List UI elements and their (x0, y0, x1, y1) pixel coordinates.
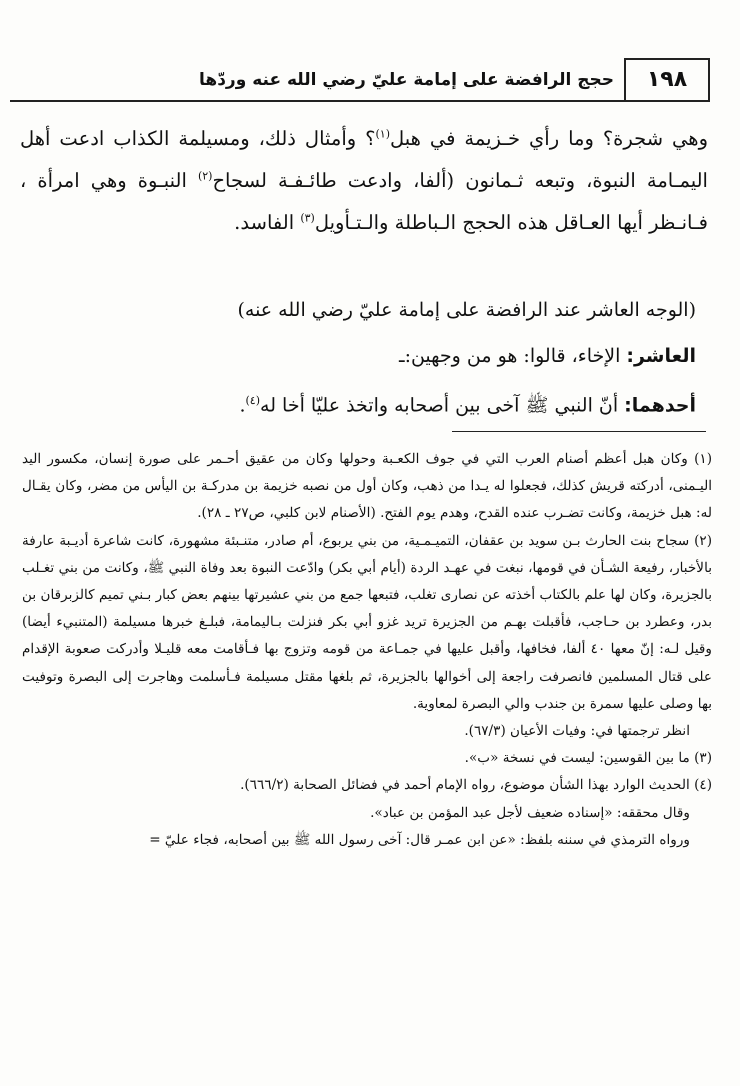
footnote-1: (١) وكان هبل أعظم أصنام العرب التي في جوف الكعـبة وحولها وكان من عقيق أحـمر على صورة إنسان، مكسور اليد اليـمنى، أدركته قريش كذلك، فجعلوا له يـدا من ذهب، وكان أول من نصبه خزيمة بن مدركـة بن اليأس من مضر، وكان يقـال له: هبل خزيمة، وكانت تضـرب عنده القدح، وهدم يوم الفتح. (الأصنام لابن كلبي، ص٢٧ ـ ٢٨). (22, 451, 712, 522)
footnote-4-continuation: ورواه الترمذي في سننه بلفظ: «عن ابن عمـر قال: آخى رسول الله ﷺ بين أصحابه، فجاء عليّ = (149, 831, 690, 848)
main-text (20, 118, 708, 244)
footnote-ref[interactable]: (٢) (197, 169, 213, 183)
first-label: أحدهما: (624, 394, 696, 417)
footnote-4: (٤) الحديث الوارد بهذا الشأن موضوع، رواه الإمام أحمد في فضائل الصحابة (٦٦٦/٢). (240, 777, 712, 794)
footnote-ref[interactable]: (٤) (245, 394, 261, 407)
footnote-ref[interactable]: (١) (375, 127, 390, 141)
section-heading: (الوجه العاشر عند الرافضة على إمامة عليّ رضي الله عنه) (237, 299, 696, 321)
tenth-label: العاشر: (626, 345, 696, 367)
running-title: حجج الرافضة على إمامة عليّ رضي الله عنه وردّها (199, 70, 614, 90)
footnote-2-reference: انظر ترجمتها في: وفيات الأعيان (٦٧/٣). (464, 723, 690, 740)
footnote-3: (٣) ما بين القوسين: ليست في نسخة «ب». (464, 750, 712, 767)
paragraph: وهي شجرة؟ وما رأي خـزيمة في هبل$^{(١)}$؟ وأمثال ذلك، ومسيلمة الكذاب ادعت أهل اليمـامة النبوة، وتبعه ثـمانون (ألفا، وادعت طائـفـة لسجاح$^{(٢)}$ النبـوة وهي امرأة ، فـانـظر أيها العـاقل هذه الحجج الـباطلة والـتـأويل$^{(٣)}$ الفاسد. (20, 127, 708, 234)
footnote-2: (٢) سجاح بنت الحارث بـن سويد بن عقفان، التميـمـية، من بني يربوع، أم صادر، متنـبئة مشهورة، كانت شاعرة أديـبة عارفة بالأخبار، رفيعة الشـأن في قومها، نبغت في عهـد الردة (أيام أبي بكر) وادّعت النبوة بعد وفاة النبي ﷺ، وكانت من بني تغـلب بالجزيرة، وكان لها علم بالكتاب أخذته عن نصارى تغلب، فتبعها جمع من بني عشيرتها بينهم بعض كبار بـني تميم كالزبرقان بن بدر، وعطرد بن حـاجب، فأقبلت بهـم من الجزيرة تريد غزو أبي بكر فنزلت بـاليمامة، فبلـغ خبرها مسيلمة (المتنبيء أيضا) وقيل لـه: إنّ معها ٤٠ ألفا، فخافها، وأقبل عليها في جمـاعة من قومه وتزوج بها فـأقامت معه قليـلا وأدركت صعوبة الإقدام على قتال المسلمين فانصرفت راجعة إلى أخوالها بالجزيرة، ثم بلغها مقتل مسيلمة فـأسلمت وهاجرت إلى البصرة وتوفيت بها وصلى عليها سمرة بن جندب والي البصرة لمعاوية. (22, 532, 712, 712)
footnote-divider (452, 431, 706, 432)
header-rule (10, 100, 710, 102)
footnotes (22, 446, 712, 854)
footnote-4-note: وقال محققه: «إسناده ضعيف لأجل عبد المؤمن بن عباد». (370, 804, 690, 821)
page-header (10, 58, 710, 102)
page-number: ١٩٨ (624, 58, 710, 102)
footnote-ref[interactable]: (٣) (300, 211, 315, 225)
tenth-line: العاشر: الإخاء، قالوا: هو من وجهين:ـ (399, 345, 696, 367)
first-line: أحدهما: أنّ النبي ﷺ آخى بين أصحابه واتخذ عليّا أخا له$^{(٤)}$. (239, 394, 696, 417)
